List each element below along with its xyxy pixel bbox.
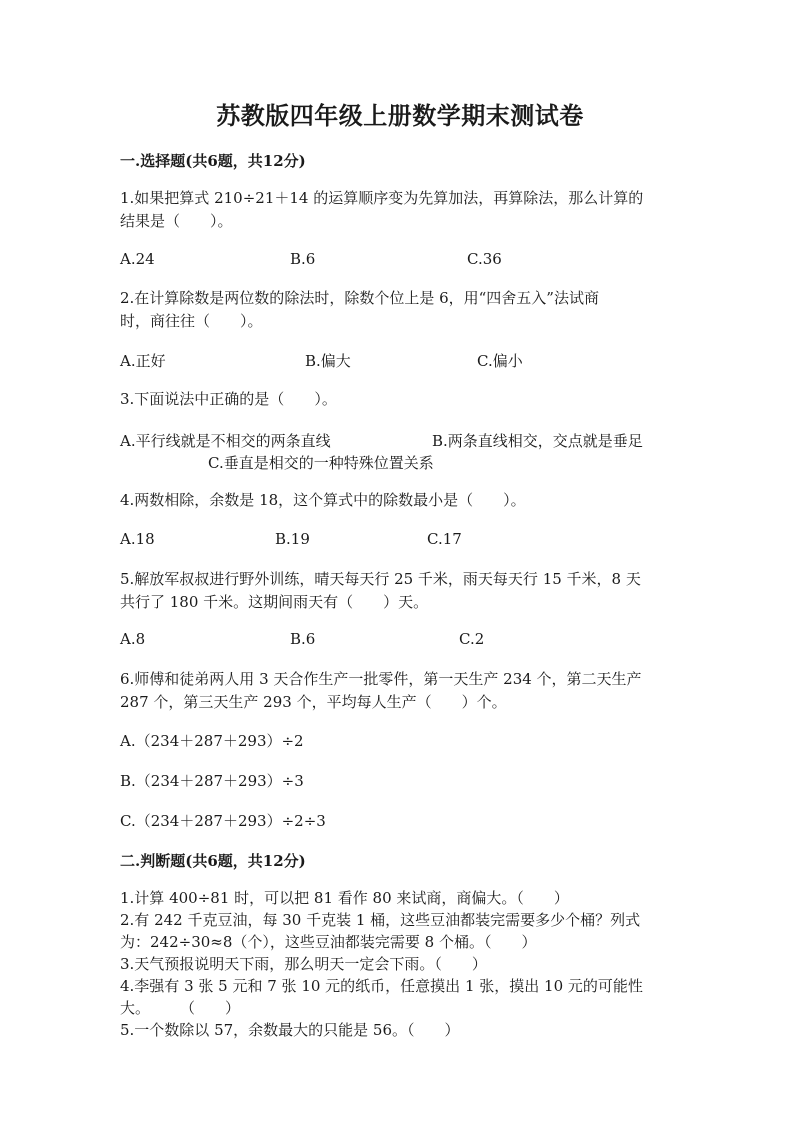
question-line: 结果是（ ）。 (120, 212, 233, 230)
question-line: 1.如果把算式 210÷21＋14 的运算顺序变为先算加法，再算除法，那么计算的 (120, 189, 644, 207)
option-b: B.6 (290, 250, 316, 268)
judgement-line: 大。 （ ） (120, 999, 241, 1017)
option-c: C.17 (427, 530, 462, 548)
question-line: 共行了 180 千米。这期间雨天有（ ）天。 (120, 593, 429, 611)
option-b: B.（234＋287＋293）÷3 (120, 772, 304, 790)
judgement-line: 1.计算 400÷81 时，可以把 81 看作 80 来试商，商偏大。（ ） (120, 889, 569, 907)
question-3 (120, 388, 680, 411)
question-4 (120, 489, 680, 512)
option-a: A.正好 (120, 352, 166, 370)
option-b: B.19 (275, 530, 310, 548)
option-a: A.（234＋287＋293）÷2 (120, 732, 304, 750)
question-6 (120, 668, 680, 714)
judgement-line: 2.有 242 千克豆油，每 30 千克装 1 桶，这些豆油都装完需要多少个桶？列式 (120, 911, 641, 929)
judgement-line: 3.天气预报说明天下雨，那么明天一定会下雨。（ ） (120, 955, 487, 973)
question-line: 287 个，第三天生产 293 个，平均每人生产（ ）个。 (120, 693, 507, 711)
question-line: 4.两数相除，余数是 18，这个算式中的除数最小是（ ）。 (120, 491, 526, 509)
option-b: B.6 (290, 630, 316, 648)
option-c: C.36 (467, 250, 502, 268)
option-a: A.平行线就是不相交的两条直线 (120, 432, 331, 450)
question-line: 6.师傅和徒弟两人用 3 天合作生产一批零件，第一天生产 234 个，第二天生产 (120, 670, 642, 688)
question-line: 时，商往往（ ）。 (120, 312, 263, 330)
option-c: C.（234＋287＋293）÷2÷3 (120, 812, 326, 830)
question-line: 5.解放军叔叔进行野外训练，晴天每天行 25 千米，雨天每天行 15 千米，8 天 (120, 570, 641, 588)
option-a: A.24 (120, 250, 155, 268)
question-line: 3.下面说法中正确的是（ ）。 (120, 390, 337, 408)
judgement-line: 5.一个数除以 57，余数最大的只能是 56。（ ） (120, 1021, 460, 1039)
option-a: A.18 (120, 530, 155, 548)
section-heading-judgement: 二.判断题(共6题，共12分) (120, 852, 306, 870)
page-title: 苏教版四年级上册数学期末测试卷 (216, 101, 584, 130)
judgement-line: 4.李强有 3 张 5 元和 7 张 10 元的纸币，任意摸出 1 张，摸出 10 元的可能性 (120, 977, 643, 995)
question-1 (120, 187, 680, 233)
option-a: A.8 (120, 630, 146, 648)
option-c: C.偏小 (477, 352, 523, 370)
option-c: C.垂直是相交的一种特殊位置关系 (208, 454, 434, 472)
option-b: B.偏大 (305, 352, 351, 370)
question-line: 2.在计算除数是两位数的除法时，除数个位上是 6，用“四舍五入”法试商 (120, 289, 599, 307)
question-5 (120, 568, 680, 614)
section-heading-choice: 一.选择题(共6题，共12分) (120, 152, 306, 170)
option-c: C.2 (459, 630, 485, 648)
question-2 (120, 287, 680, 333)
option-b: B.两条直线相交，交点就是垂足 (432, 432, 643, 450)
judgement-line: 为：242÷30≈8（个），这些豆油都装完需要 8 个桶。（ ） (120, 933, 537, 951)
